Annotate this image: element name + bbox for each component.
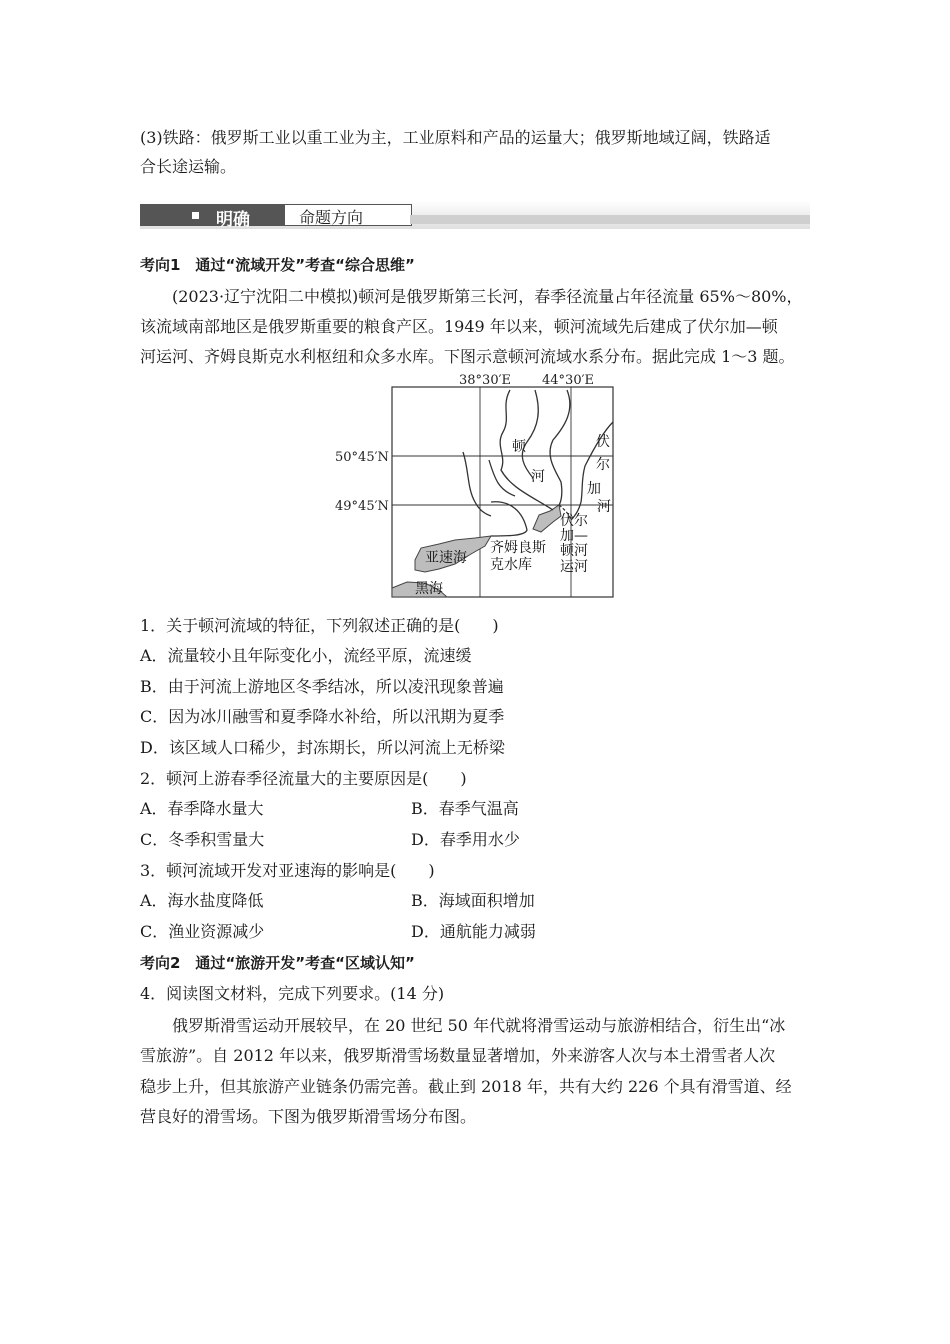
section2-para-line-1: 俄罗斯滑雪运动开展较早，在 20 世纪 50 年代就将滑雪运动与旅游相结合，衍生出“冰 <box>172 1016 786 1035</box>
don-river-label: 顿 <box>512 439 526 455</box>
question-1-stem: 1．关于顿河流域的特征，下列叙述正确的是( ) <box>140 616 499 635</box>
intro-line-2: 合长途运输。 <box>140 157 237 176</box>
section1-para-line-1: (2023·辽宁沈阳二中模拟)顿河是俄罗斯第三长河，春季径流量占年径流量 65%～80%， <box>172 287 803 306</box>
section-banner <box>140 201 810 229</box>
question-3-option-c: C．渔业资源减少 <box>140 922 265 941</box>
volga-river-label: 尔 <box>596 457 610 473</box>
black-sea-label: 黑海 <box>415 581 443 597</box>
question-3-option-b: B．海域面积增加 <box>411 891 535 910</box>
square-bullet-icon <box>192 212 199 219</box>
question-3-stem: 3．顿河流域开发对亚速海的影响是( ) <box>140 861 435 880</box>
canal-label: 伏尔 <box>560 513 588 529</box>
banner-title-left: 明确 <box>216 210 250 230</box>
don-river-map <box>335 370 645 600</box>
canal-label: 运河 <box>560 559 588 575</box>
azov-sea-label: 亚速海 <box>425 550 467 566</box>
question-4-stem: 4．阅读图文材料，完成下列要求。(14 分) <box>140 984 445 1003</box>
banner-dark-block <box>140 204 284 230</box>
question-2-option-a: A．春季降水量大 <box>140 799 264 818</box>
section1-para-line-2: 该流域南部地区是俄罗斯重要的粮食产区。1949 年以来，顿河流域先后建成了伏尔加—顿 <box>140 317 778 336</box>
question-2-stem: 2．顿河上游春季径流量大的主要原因是( ) <box>140 769 467 788</box>
banner-light-block <box>284 204 412 226</box>
canal-label: 顿河 <box>560 543 588 559</box>
intro-line-1: (3)铁路：俄罗斯工业以重工业为主，工业原料和产品的运量大；俄罗斯地域辽阔，铁路适 <box>140 128 771 147</box>
canal-label: 加— <box>560 528 588 544</box>
lon-label-1: 38°30′E <box>459 373 512 388</box>
lat-label-1: 50°45′N <box>335 450 389 465</box>
reservoir-label: 齐姆良斯 <box>490 540 546 556</box>
banner-title-right: 命题方向 <box>299 208 364 227</box>
question-3-option-a: A．海水盐度降低 <box>140 891 264 910</box>
question-1-option-b: B．由于河流上游地区冬季结冰，所以凌汛现象普遍 <box>140 677 504 696</box>
question-1-option-a: A．流量较小且年际变化小，流经平原，流速缓 <box>140 646 472 665</box>
volga-river-label: 河 <box>597 499 611 515</box>
question-1-option-d: D．该区域人口稀少，封冻期长，所以河流上无桥梁 <box>140 738 505 757</box>
section2-para-line-4: 营良好的滑雪场。下图为俄罗斯滑雪场分布图。 <box>140 1107 477 1126</box>
volga-river-label: 加 <box>587 481 601 497</box>
section1-para-line-3: 河运河、齐姆良斯克水利枢纽和众多水库。下图示意顿河流域水系分布。据此完成 1～3 题。 <box>140 347 795 366</box>
question-3-option-d: D．通航能力减弱 <box>411 922 536 941</box>
lon-label-2: 44°30′E <box>542 373 595 388</box>
volga-river-label: 伏 <box>596 434 610 450</box>
question-1-option-c: C．因为冰川融雪和夏季降水补给，所以汛期为夏季 <box>140 707 505 726</box>
reservoir-label: 克水库 <box>490 557 532 573</box>
question-2-option-c: C．冬季积雪量大 <box>140 830 265 849</box>
banner-bar <box>410 215 810 224</box>
question-2-option-d: D．春季用水少 <box>411 830 520 849</box>
section2-heading: 考向2 通过“旅游开发”考查“区域认知” <box>140 954 415 972</box>
don-river-label: 河 <box>531 469 545 485</box>
question-2-option-b: B．春季气温高 <box>411 799 519 818</box>
section2-para-line-2: 雪旅游”。自 2012 年以来，俄罗斯滑雪场数量显著增加，外来游客人次与本土滑雪者人次 <box>140 1046 776 1065</box>
section1-heading: 考向1 通过“流域开发”考查“综合思维” <box>140 256 415 274</box>
section2-para-line-3: 稳步上升，但其旅游产业链条仍需完善。截止到 2018 年，共有大约 226 个具有滑雪道、经 <box>140 1077 792 1096</box>
lat-label-2: 49°45′N <box>335 499 389 514</box>
